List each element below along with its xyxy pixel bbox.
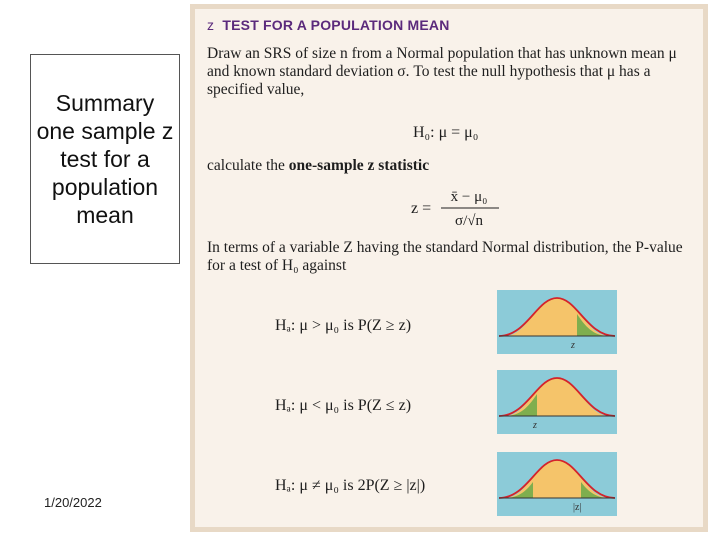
textbook-panel	[190, 4, 708, 532]
normal-curve-right-tail	[497, 290, 617, 354]
normal-curve-two-tail	[497, 452, 617, 516]
hypothesis-not-equal: Hₐ: μ ≠ μ₀ is 2P(Z ≥ |z|)	[275, 477, 426, 494]
statistic-paragraph	[207, 157, 429, 175]
panel-heading	[207, 17, 450, 33]
curve-label: z	[571, 340, 575, 351]
normal-curve-left-tail	[497, 370, 617, 434]
statistic-prefix: calculate the	[207, 157, 289, 174]
z-formula-denominator: σ/√n	[455, 213, 483, 229]
z-statistic-formula	[409, 183, 509, 233]
null-hypothesis-equation: H₀: μ = μ₀	[413, 124, 479, 141]
z-formula-lhs: z =	[411, 200, 432, 217]
curve-label: |z|	[573, 502, 582, 513]
slide-date: 1/20/2022	[44, 495, 102, 510]
hypothesis-less: Hₐ: μ < μ₀ is P(Z ≤ z)	[275, 397, 412, 414]
panel-heading-prefix: z	[207, 17, 215, 33]
pvalue-paragraph: In terms of a variable Z having the standard Normal distribution, the P-value for a test of H₀ against	[207, 239, 683, 274]
slide-title: Summary one sample z test for a population mean	[30, 54, 180, 264]
curve-label: z	[533, 420, 537, 431]
hypothesis-greater: Hₐ: μ > μ₀ is P(Z ≥ z)	[275, 317, 412, 334]
panel-heading-text: TEST FOR A POPULATION MEAN	[222, 17, 450, 33]
statistic-name: one-sample z statistic	[288, 157, 430, 174]
intro-paragraph: Draw an SRS of size n from a Normal population that has unknown mean μ and known standard deviation σ. To test the null hypothesis that μ has a specified value,	[207, 45, 677, 98]
z-formula-numerator: x̄ − μ₀	[450, 189, 488, 205]
